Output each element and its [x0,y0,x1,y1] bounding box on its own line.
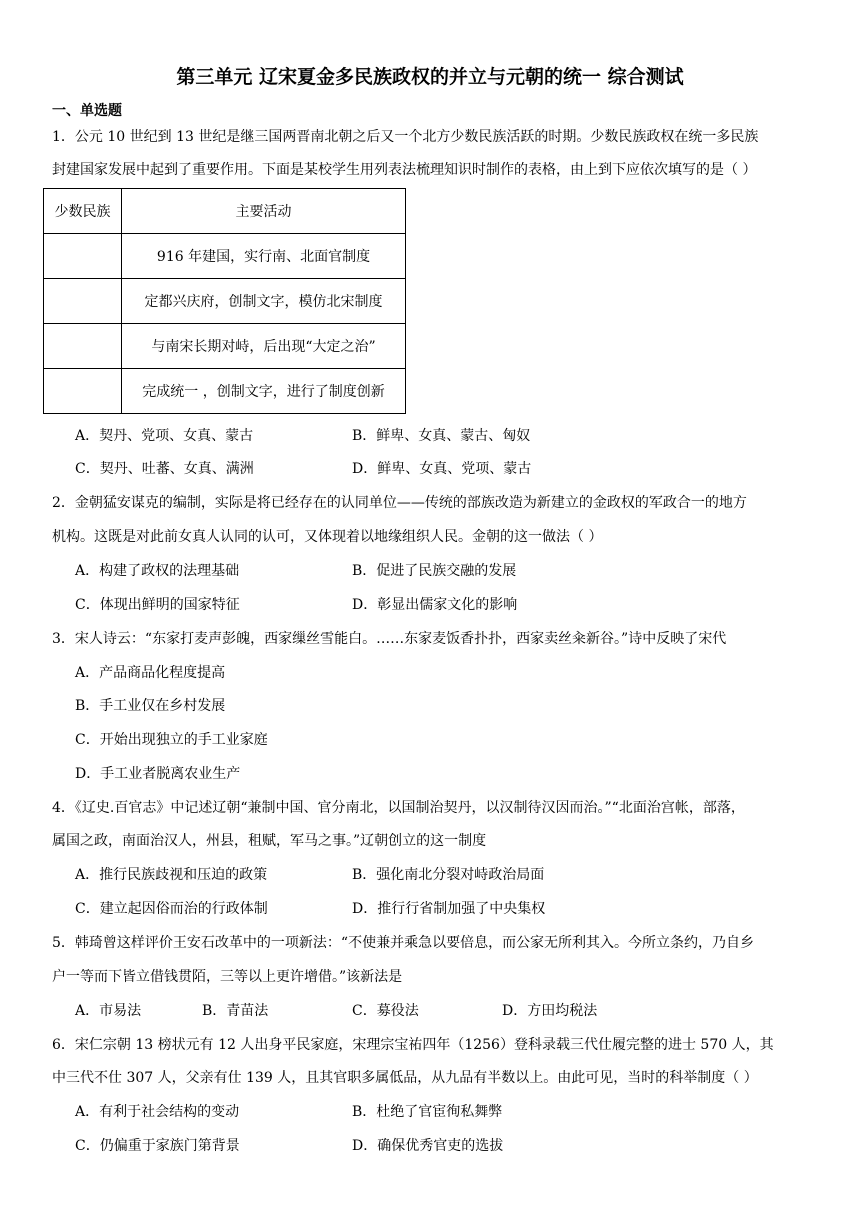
table-cell: 完成统一 ，创制文字，进行了制度创新 [122,369,406,414]
q3-option-c[interactable]: C．开始出现独立的手工业家庭 [75,732,268,748]
q3-option-b[interactable]: B．手工业仅在乡村发展 [75,698,226,714]
q2-option-b[interactable]: B．促进了民族交融的发展 [352,563,517,579]
question-6-line-1: 6．宋仁宗朝 13 榜状元有 12 人出身平民家庭，宋理宗宝祐四年（1256）登科录载三代仕履完整的进士 570 人，其 [52,1037,774,1053]
q6-option-a[interactable]: A．有利于社会结构的变动 [75,1104,240,1120]
q2-option-a[interactable]: A．构建了政权的法理基础 [75,563,240,579]
q4-option-d[interactable]: D．推行行省制加强了中央集权 [352,901,546,917]
q2-option-c[interactable]: C．体现出鲜明的国家特征 [75,597,240,613]
question-4-line-2: 属国之政，南面治汉人，州县，租赋，军马之事。”辽朝创立的这一制度 [52,833,487,849]
table-cell [44,234,122,279]
table-row [44,369,406,414]
q6-option-d[interactable]: D．确保优秀官吏的选拔 [352,1138,504,1154]
q2-option-d[interactable]: D．彰显出儒家文化的影响 [352,597,518,613]
section-heading: 一、单选题 [52,103,122,119]
q5-option-d[interactable]: D．方田均税法 [502,1003,598,1019]
question-5-line-2: 户一等而下皆立借钱贯陌，三等以上更许增借。”该新法是 [52,969,403,985]
q1-option-c[interactable]: C．契丹、吐蕃、女真、满洲 [75,461,254,477]
question-1-line-1: 1．公元 10 世纪到 13 世纪是继三国两晋南北朝之后又一个北方少数民族活跃的时期。少数民族政权在统一多民族 [52,129,759,145]
question-4-line-1: 4．《辽史.百官志》中记述辽朝“兼制中国、官分南北，以国制治契丹，以汉制待汉因而治。”“北面治宫帐，部落， [52,800,745,816]
q3-option-d[interactable]: D．手工业者脱离农业生产 [75,766,241,782]
table-header-row [44,189,406,234]
q4-option-c[interactable]: C．建立起因俗而治的行政体制 [75,901,268,917]
q1-option-a[interactable]: A．契丹、党项、女真、蒙古 [75,428,254,444]
q4-option-b[interactable]: B．强化南北分裂对峙政治局面 [352,867,545,883]
q1-table [43,188,406,414]
q1-option-b[interactable]: B．鲜卑、女真、蒙古、匈奴 [352,428,531,444]
table-cell: 916 年建国，实行南、北面官制度 [122,234,406,279]
table-row [44,324,406,369]
question-5-line-1: 5．韩琦曾这样评价王安石改革中的一项新法：“不使兼并乘急以要倍息，而公家无所利其入。今所立条约，乃自乡 [52,935,755,951]
table-cell [44,324,122,369]
table-row [44,234,406,279]
q4-option-a[interactable]: A．推行民族歧视和压迫的政策 [75,867,268,883]
q5-option-a[interactable]: A．市易法 [75,1003,142,1019]
q5-option-c[interactable]: C．募役法 [352,1003,419,1019]
table-cell [44,279,122,324]
question-6-line-2: 中三代不仕 307 人，父亲有仕 139 人，且其官职多属低品，从九品有半数以上。由此可见，当时的科举制度（ ） [52,1070,758,1086]
table-cell: 与南宋长期对峙，后出现“大定之治” [122,324,406,369]
question-2-line-2: 机构。这既是对此前女真人认同的认可，又体现着以地缘组织人民。金朝的这一做法（ ） [52,529,603,545]
question-2-line-1: 2．金朝猛安谋克的编制，实际是将已经存在的认同单位——传统的部族改造为新建立的金政权的军政合一的地方 [52,495,747,511]
q1-option-d[interactable]: D．鲜卑、女真、党项、蒙古 [352,461,532,477]
q6-option-c[interactable]: C．仍偏重于家族门第背景 [75,1138,240,1154]
table-cell [44,369,122,414]
table-header-cell: 主要活动 [122,189,406,234]
table-cell: 定都兴庆府，创制文字，模仿北宋制度 [122,279,406,324]
page-title: 第三单元 辽宋夏金多民族政权的并立与元朝的统一 综合测试 [176,66,684,88]
q3-option-a[interactable]: A．产品商品化程度提高 [75,665,226,681]
question-3-line-1: 3．宋人诗云：“东家打麦声彭魄，西家缫丝雪能白。……东家麦饭香扑扑，西家卖丝籴新谷。”诗中反映了宋代 [52,631,727,647]
q5-option-b[interactable]: B．青苗法 [202,1003,269,1019]
question-1-line-2: 封建国家发展中起到了重要作用。下面是某校学生用列表法梳理知识时制作的表格，由上到下应依次填写的是（ ） [52,162,757,178]
table-header-cell: 少数民族 [44,189,122,234]
table-row [44,279,406,324]
q6-option-b[interactable]: B．杜绝了官宦徇私舞弊 [352,1104,503,1120]
